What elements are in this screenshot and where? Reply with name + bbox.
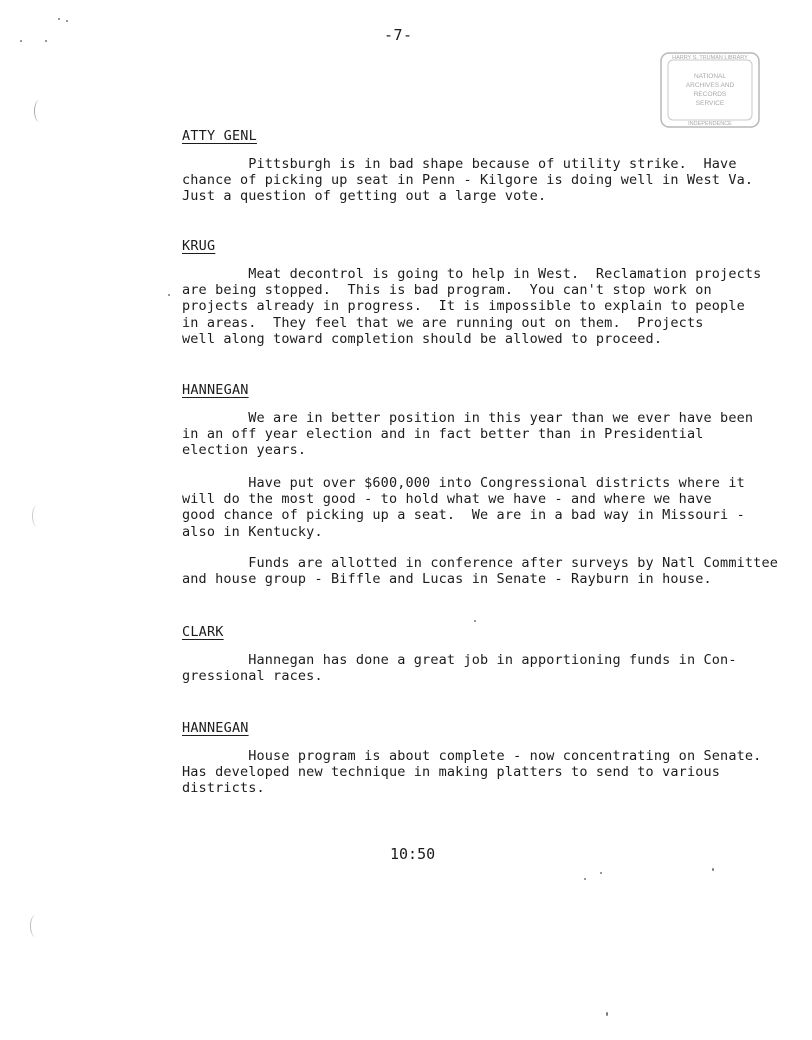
paragraph: Pittsburgh is in bad shape because of utility strike. Have chance of picking up seat in Penn - Kilgore is doing well in West Va. Just a question of getting out a large vote. xyxy=(182,156,754,205)
speaker-heading: CLARK xyxy=(182,624,224,640)
svg-text:RECORDS: RECORDS xyxy=(693,91,727,98)
scan-speck xyxy=(66,20,68,22)
scan-speck xyxy=(584,878,586,880)
svg-text:NATIONAL: NATIONAL xyxy=(693,73,727,80)
archive-stamp-graphic xyxy=(658,50,762,130)
paragraph: We are in better position in this year than we ever have been in an off year election and in fact better than in Presidential election years. xyxy=(182,410,754,459)
scan-speck xyxy=(712,868,714,871)
scan-speck xyxy=(474,620,476,622)
speaker-heading: KRUG xyxy=(182,238,216,254)
paragraph: House program is about complete - now concentrating on Senate. Has developed new technique in making platters to send to various districts. xyxy=(182,748,762,797)
speaker-heading: HANNEGAN xyxy=(182,720,249,736)
speaker-heading: ATTY GENL xyxy=(182,128,257,144)
svg-text:ARCHIVES AND: ARCHIVES AND xyxy=(685,82,735,89)
scan-speck xyxy=(606,1012,608,1016)
speaker-heading: HANNEGAN xyxy=(182,382,249,398)
margin-mark xyxy=(30,915,41,937)
paragraph: Meat decontrol is going to help in West. Reclamation projects are being stopped. This is bad program. You can't stop work on projects already in progress. It is impossible to explain to people in areas. They feel that we are running out on them. Projects well along toward completion should be allowed to proceed. xyxy=(182,266,762,347)
scan-speck xyxy=(20,40,22,42)
svg-text:INDEPENDENCE: INDEPENDENCE xyxy=(688,121,732,127)
paragraph: Have put over $600,000 into Congressional districts where it will do the most good - to hold what we have - and where we have good chance of picking up a seat. We are in a bad way in Missouri - also in Kentucky. xyxy=(182,475,745,540)
margin-mark xyxy=(32,505,43,527)
margin-mark xyxy=(34,100,45,122)
scan-speck xyxy=(58,18,60,20)
scan-speck xyxy=(45,40,47,42)
page-number: -7- xyxy=(384,26,413,44)
paragraph: Hannegan has done a great job in apportioning funds in Con- gressional races. xyxy=(182,652,737,685)
svg-text:SERVICE: SERVICE xyxy=(695,100,725,107)
paragraph: Funds are allotted in conference after surveys by Natl Committee and house group - Biffle and Lucas in Senate - Rayburn in house. xyxy=(182,555,778,588)
scan-speck xyxy=(168,294,170,296)
archive-stamp xyxy=(658,50,762,130)
time-mark: 10:50 xyxy=(390,845,436,863)
svg-text:HARRY S. TRUMAN LIBRARY: HARRY S. TRUMAN LIBRARY xyxy=(672,55,748,61)
scan-speck xyxy=(600,872,602,874)
